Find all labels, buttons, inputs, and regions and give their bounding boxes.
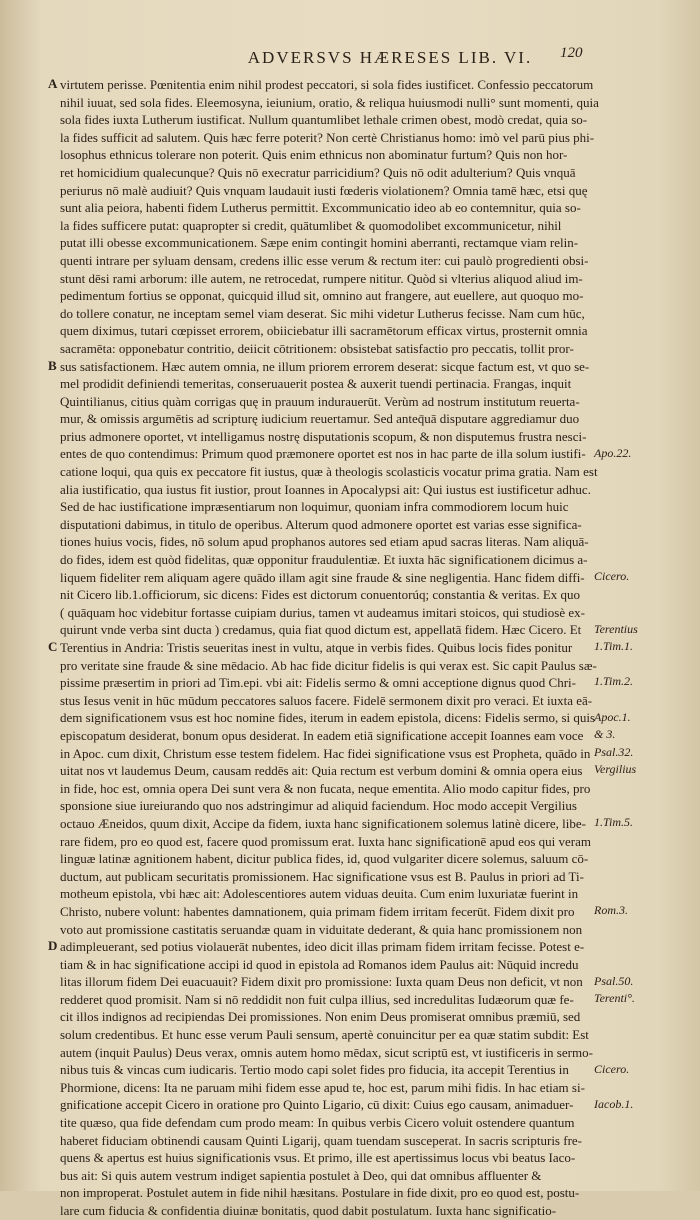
margin-note: Terenti°. <box>594 991 635 1006</box>
text-line: la fides sufficere putat: quapropter si credit, quātumlibet & quomodolibet excommunicetur, nihil <box>60 217 562 233</box>
text-line: stus Iesus venit in hūc mūdum peccatores saluos facere. Fidelē sermonem dixit pro veraci. Et iuxta eā- <box>60 692 593 708</box>
text-line: Quintilianus, citius quàm corrigas quę in prauum indurauerūt. Verùm ad nostrum institutum reuerta- <box>60 393 580 409</box>
text-line: litas illorum fidem Dei euacuauit? Fidem dixit pro promissione: Iuxta quam Deus non deficit, vt non <box>60 974 583 990</box>
text-line: sacramēta: opponebatur contritio, deiicit cōtritionem: obsistebat satisfactio pro peccatis, tollit pror- <box>60 340 574 356</box>
text-line: mur, & omissis argumētis ad scripturę iudicium reuertamur. Sed anteq̄uā disputare aggrediamur duo <box>60 411 580 427</box>
section-letter: A <box>48 76 58 91</box>
text-line: redderet quod promisit. Nam si nō reddidit non fuit culpa illius, sed incredulitas Iudæorum quæ fe- <box>60 991 574 1007</box>
text-line: rare fidem, pro eo quod est, facere quod promissum erat. Iuxta hanc significationē apud eos qui veram <box>60 833 592 849</box>
text-line: uitat nos vt laudemus Deum, causam reddēs ait: Quia rectum est verbum domini & omnia opera eius <box>60 763 583 779</box>
text-line: quirunt vnde verba sint ducta ) credamus, quia fiat quod dictum est, appellatā fidem. Hæc Cicero. Et <box>60 622 582 638</box>
body-text <box>60 76 598 1220</box>
text-line: do tollere conatur, ne inceptam semel viam deserat. Sic mihi videtur Lutherus fecisse. Nam cum hūc, <box>60 305 585 321</box>
text-line: do fides, idem est quòd fidelitas, quæ opponitur fraudulentiæ. Et iuxta hāc significationem dicimus a- <box>60 552 588 568</box>
text-line: sponsione siue iureiurando quo nos adstringimur ad aliquid faciendum. Hoc modo accepit Vergilius <box>60 798 577 814</box>
text-line: haberet fiduciam obtinendi causam Quinti Ligarij, quam tuendam susceperat. In sacris scripturis fre- <box>60 1132 582 1148</box>
text-line: in Apoc. cum dixit, Christum esse testem fidelem. Hac fidei significatione vsus est Propheta, quādo in <box>60 745 591 761</box>
text-line: ( quāquam hoc videbitur fortasse cuipiam durius, tamen vt audeamus imitari stoicos, qui studiosè ex- <box>60 604 585 620</box>
text-line: autem (inquit Paulus) Deus verax, omnis autem homo mēdax, sicut scriptū est, vt iustificeris in sermo- <box>60 1044 593 1060</box>
text-line: gnificatione accepit Cicero in oratione pro Quinto Ligario, cū dixit: Cuius ego causam, animaduer- <box>60 1097 574 1113</box>
section-letter: C <box>48 639 58 655</box>
margin-note: Psal.50. <box>594 973 634 988</box>
text-line: liquem fideliter rem aliquam agere quādo illam agit sine fraude & sine negligentia. Hanc fidem diffi- <box>60 569 585 585</box>
text-line: tiam & in hac significatione accipi id quod in epistola ad Romanos idem Paulus ait: Nūquid incredu <box>60 956 579 972</box>
margin-note: Apoc.1. <box>594 709 631 724</box>
text-line: nit Cicero lib.1.officiorum, sic dicens: Fides est dictorum conuentorúq; constantia & veritas. Ex quo <box>60 587 581 603</box>
margin-note: 1.Tim.5. <box>594 815 634 830</box>
running-title: ADVERSVS HÆRESES LIB. VI. <box>247 48 533 67</box>
folio-number: 120 <box>560 45 583 61</box>
margin-note: Iacob.1. <box>594 1096 634 1111</box>
text-line: nihil iuuat, sed sola fides. Eleemosyna, ieiunium, oratio, & reliqua huiusmodi nulli° sunt momenti, quia <box>60 94 599 110</box>
text-line: quem diximus, tutari cœpisset errorem, obiiciebatur illi sacramētorum efficax virtus, prosternit omnia <box>60 323 588 339</box>
text-line: mel prodidit definiendi temeritas, conseruauerit postea & auxerit tuendi pertinacia. Frangas, inquit <box>60 376 572 392</box>
text-line: nibus tuis & vincas cum iudicaris. Tertio modo capi solet fides pro fiducia, ita accepit Terentius in <box>60 1062 569 1078</box>
section-letter: B <box>48 357 57 373</box>
text-line: pro veritate sine fraude & sine mēdacio. Ab hac fide dicitur fidelis is qui verax est. Sic capit Paulus sæ- <box>60 657 597 673</box>
text-line: ret homicidium qualecunque? Quis nō execratur parricidium? Quis nō odit adulterium? Quis vnquā <box>60 164 576 180</box>
text-line: pedimentum fortius se opponat, quicquid illud sit, omnino aut frangere, aut euellere, aut quoquo mo- <box>60 288 584 304</box>
margin-note: Psal.32. <box>594 744 634 759</box>
text-line: non improperat. Postulet autem in fide nihil hæsitans. Postulare in fide dixit, pro eo quod est, postu- <box>60 1185 580 1201</box>
text-line: linguæ latinæ agnitionem habent, dicitur publica fides, id, quod vulgariter dicere solemus, saluum cō- <box>60 851 589 867</box>
text-line: tite quæso, qua fide defendam cum prodo meam: In quibus verbis Cicero voluit ostendere quantum <box>60 1115 575 1131</box>
text-line: sus satisfactionem. Hæc autem omnia, ne illum priorem errorem deserat: sicque factum est, vt quo se- <box>60 358 590 374</box>
margin-note: Cicero. <box>594 1061 630 1076</box>
text-line: bus ait: Si quis autem vestrum indiget sapientia postulet à Deo, qui dat omnibus affluenter & <box>60 1167 542 1183</box>
text-line: lare cum fiducia & confidentia diuinæ bonitatis, quod dabit postulatum. Iuxta hanc significatio- <box>60 1203 557 1218</box>
text-line: cit illos indignos ad recipiendas Dei promissiones. Non enim Deus promiserat omnibus præmiū, sed <box>60 1009 581 1025</box>
text-line: pissime præsertim in priori ad Tim.epi. vbi ait: Fidelis sermo & omni acceptione dignus quod Chri- <box>60 675 576 691</box>
text-line: dem significationem vsus est hoc nomine fides, iterum in eadem epistola, dicens: Fidelis sermo, si quis <box>60 710 596 726</box>
text-line: quenti intrare per syluam densam, credens illic esse verum & rectum iter: cui paulò progredienti obsi- <box>60 252 589 268</box>
text-line: quens & apertus est huius significationis vsus. Et primo, ille est apertissimus locus vbi beatus Iaco- <box>60 1150 576 1166</box>
margin-note: 1.Tim.1. <box>594 639 634 654</box>
text-line: solum credentibus. Et hunc esse verum Pauli sensum, apertè conuincitur per ea quæ statim subdit: Est <box>60 1027 589 1043</box>
text-line: catione loqui, qua quis ex peccatore fit iustus, quæ à theologis scolasticis vocatur prima gratia. Nam est <box>60 464 598 480</box>
margin-note: 1.Tim.2. <box>594 674 634 689</box>
margin-note: & 3. <box>594 727 616 742</box>
text-line: Sed de hac iustificatione impræsentiarum non loquimur, quoniam infra commodiorem locum huic <box>60 499 569 515</box>
text-line: virtutem perisse. Pœnitentia enim nihil prodest peccatori, si sola fides iustificet. Confessio peccatorum <box>60 77 594 92</box>
margin-note: Terentius <box>594 621 638 636</box>
text-line: in fide, hoc est, omnia opera Dei sunt vera & non fucata, neque ementita. Alio modo capitur fides, pro <box>60 780 591 796</box>
text-line: sunt alia peiora, habenti fidem Lutherus permittit. Excommunicatio ideo ab eo contemnitur, quia so- <box>60 200 581 216</box>
text-line: stunt dēsi rami arborum: ille autem, ne retrocedat, rumpere nititur. Quòd si vlterius aliquod aliud im- <box>60 270 583 286</box>
text-line: Terentius in Andria: Tristis seueritas inest in vultu, atque in verbis fides. Quibus locis fides ponitur <box>60 640 573 655</box>
text-line: Christo, nubere volunt: habentes damnationem, quia primam fidem irritam fecerūt. Fidem dixit pro <box>60 903 575 919</box>
text-line: prius admonere oportet, vt intelligamus nostrę disputationis scopum, & non disputemus frustra nesci- <box>60 428 587 444</box>
text-line: la fides sufficit ad salutem. Quis hæc ferre poterit? Non certè Christianus homo: imò vel parū pius phi- <box>60 129 595 145</box>
text-line: putat illi obesse excommunicationem. Sæpe enim contingit homini aberranti, rectamque viam relin- <box>60 235 579 251</box>
section-letter: D <box>48 938 58 954</box>
text-line: Phormione, dicens: Ita ne paruam mihi fidem esse apud te, hoc est, parum mihi fidis. In hac etiam si- <box>60 1079 585 1095</box>
text-line: alia iustificatio, qua iustus fit iustior, prout Ioannes in Apocalypsi ait: Qui iustus est iustificetur adhuc. <box>60 481 591 497</box>
text-line: motheum epistola, vbi hæc ait: Adolescentiores autem viduas deuita. Cum enim luxuriatæ fuerint in <box>60 886 579 902</box>
text-line: octauo Æneidos, quum dixit, Accipe da fidem, iuxta hanc significationem solemus latinè dicere, libe- <box>60 815 586 831</box>
text-line: ductum, aut publicam securitatis promissionem. Hac significatione vsus est B. Paulus in priori ad Ti- <box>60 868 584 884</box>
text-line: episcopatum desiderat, bonum opus desiderat. In eadem etiā significatione accepit Ioannes eam voce <box>60 727 584 743</box>
text-line: periurus nō malè audiuit? Quis vnquam laudauit iusti fœderis violationem? Omnia tamē hæc, etsi quę <box>60 182 588 198</box>
margin-note: Apo.22. <box>594 445 632 460</box>
margin-note: Cicero. <box>594 568 630 583</box>
text-line: losophus ethnicus tolerare non poterit. Quis enim ethnicus non abominatur furtum? Quis non hor- <box>60 147 568 163</box>
text-line: voto aut promissione castitatis seruandæ quam in viduitate dederant, & quia hanc promissionem non <box>60 921 583 937</box>
margin-note: Vergilius <box>594 762 637 777</box>
text-line: adimpleuerant, sed potius violauerāt nubentes, ideo dicit illas primam fidem irritam fecisse. Potest e- <box>60 939 585 955</box>
text-line: disputationi dabimus, in titulo de operibus. Alterum quod admonere oportet est varias esse significa- <box>60 516 582 532</box>
text-line: entes de quo contendimus: Primum quod præmonere oportet est nos in hac parte de illa solum iustifi- <box>60 446 586 462</box>
text-line: sola fides iuxta Lutherum iustificat. Nullum quantumlibet lethale crimen obest, modò credat, quia so- <box>60 112 588 128</box>
margin-note: Rom.3. <box>594 903 628 918</box>
text-line: tiones huius vocis, fides, nō solum apud prophanos autores sed etiam apud sacras literas. Nam aliquā- <box>60 534 589 550</box>
